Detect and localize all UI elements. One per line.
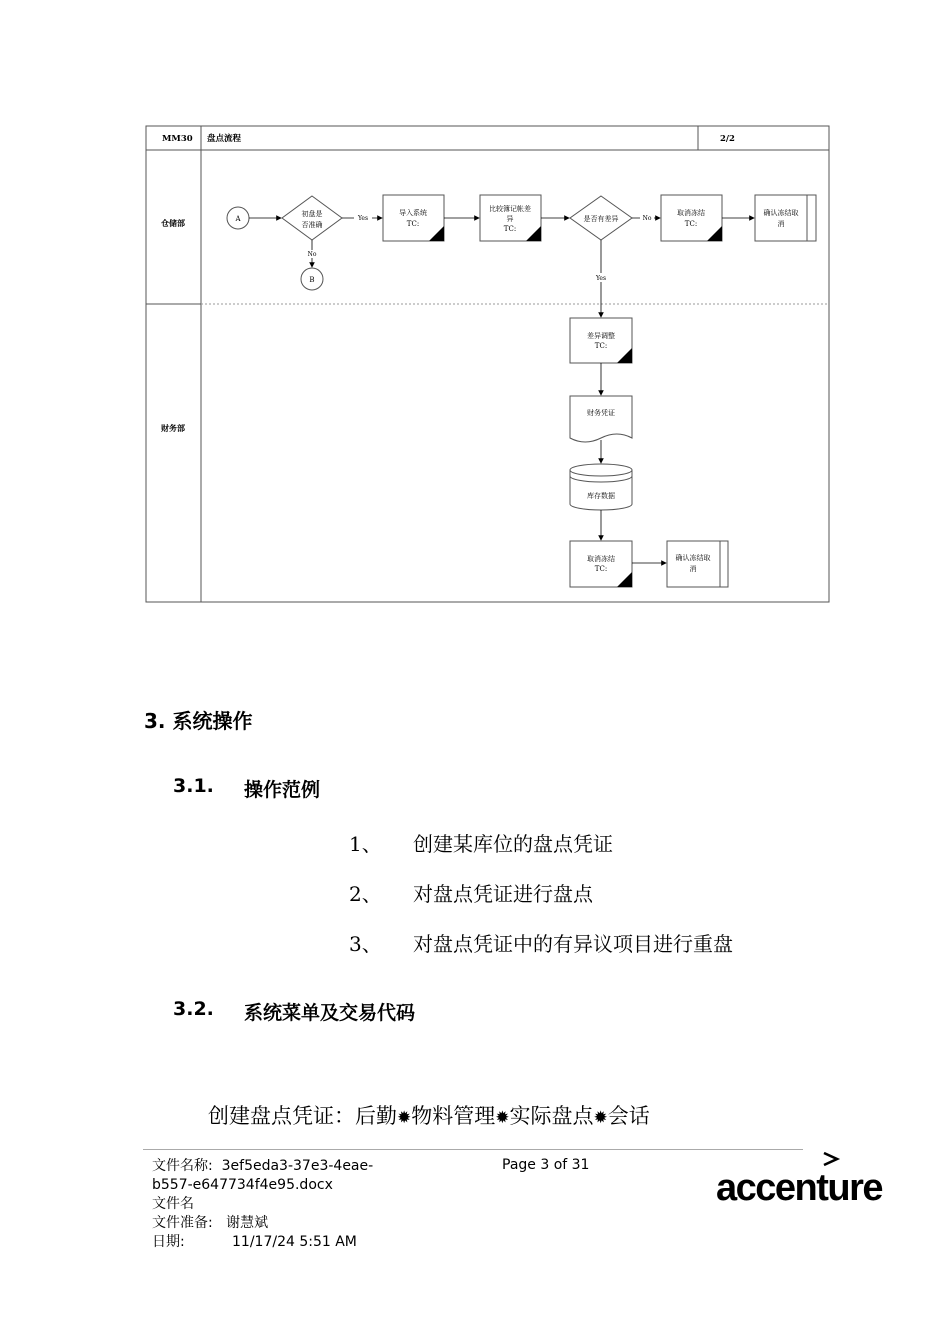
list-item-2-text: 对盘点凭证进行盘点 xyxy=(413,882,593,906)
file-name-value-cont: b557-e647734f4e95.docx xyxy=(152,1177,333,1193)
separator-icon: ✹ xyxy=(397,1108,412,1128)
label-no-1: No xyxy=(307,251,317,258)
svg-text:财务凭证: 财务凭证 xyxy=(587,409,615,417)
process-cancel-freeze-top xyxy=(661,195,722,241)
section-3-2-number: 3.2. xyxy=(173,998,214,1020)
svg-text:是否有差异: 是否有差异 xyxy=(583,215,619,223)
flowchart-title: 盘点流程 xyxy=(207,134,242,144)
page-number: Page 3 of 31 xyxy=(502,1157,590,1173)
svg-text:差异调整: 差异调整 xyxy=(587,332,615,340)
svg-text:TC:: TC: xyxy=(684,220,698,228)
label-yes-1: Yes xyxy=(357,215,369,222)
flowchart-code: MM30 xyxy=(162,134,193,144)
accenture-logo xyxy=(712,1148,902,1212)
list-item-3-text: 对盘点凭证中的有异议项目进行重盘 xyxy=(413,932,733,956)
footer-divider xyxy=(143,1149,803,1150)
menu-step-4: 会话 xyxy=(607,1104,650,1128)
svg-text:确认冻结取: 确认冻结取 xyxy=(675,554,711,562)
lane-label-finance: 财务部 xyxy=(161,423,185,433)
svg-text:B: B xyxy=(309,276,315,284)
svg-text:初盘是: 初盘是 xyxy=(301,210,323,218)
flowchart-page: 2/2 xyxy=(720,134,735,144)
svg-text:消: 消 xyxy=(777,220,785,228)
label-yes-2: Yes xyxy=(595,275,607,282)
svg-text:消: 消 xyxy=(689,565,697,573)
prepared-label: 文件准备: xyxy=(152,1215,213,1231)
label-no-2: No xyxy=(642,215,652,222)
svg-text:确认冻结取: 确认冻结取 xyxy=(763,209,799,217)
list-item-3-number: 3、 xyxy=(349,932,382,956)
list-item-2-number: 2、 xyxy=(349,882,382,906)
svg-text:TC:: TC: xyxy=(503,225,517,233)
menu-path xyxy=(208,1100,650,1130)
menu-step-3: 实际盘点 xyxy=(509,1104,594,1128)
svg-text:取消冻结: 取消冻结 xyxy=(587,555,615,563)
process-difference-adjust xyxy=(570,318,632,363)
svg-text:比较簿记帐差: 比较簿记帐差 xyxy=(489,205,531,213)
svg-text:取消冻结: 取消冻结 xyxy=(677,209,705,217)
section-3-2-title: 系统菜单及交易代码 xyxy=(244,1002,416,1024)
list-item-1-number: 1、 xyxy=(349,832,382,856)
file-label: 文件名 xyxy=(152,1196,194,1212)
separator-icon: ✹ xyxy=(495,1108,510,1128)
process-flowchart xyxy=(0,0,950,620)
process-cancel-freeze-bottom xyxy=(570,541,632,587)
footer-info xyxy=(152,1157,492,1252)
section-3-1-title: 操作范例 xyxy=(244,779,321,801)
date-label: 日期: xyxy=(152,1234,185,1250)
svg-text:A: A xyxy=(235,215,241,223)
svg-text:TC:: TC: xyxy=(406,220,420,228)
prepared-value: 谢慧斌 xyxy=(226,1215,269,1231)
menu-path-label: 创建盘点凭证： xyxy=(208,1104,355,1128)
file-name-value: 3ef5eda3-37e3-4eae- xyxy=(221,1158,374,1174)
svg-text:TC:: TC: xyxy=(594,565,608,573)
process-confirm-cancel-bottom xyxy=(667,541,728,587)
svg-text:导入系统: 导入系统 xyxy=(399,209,427,217)
list-item-1-text: 创建某库位的盘点凭证 xyxy=(413,832,613,856)
section-3-title: 3. 系统操作 xyxy=(144,709,253,733)
lane-label-warehouse: 仓储部 xyxy=(161,218,185,228)
menu-step-1: 后勤 xyxy=(355,1104,397,1128)
svg-text:否准确: 否准确 xyxy=(301,221,323,229)
separator-icon: ✹ xyxy=(593,1108,608,1128)
svg-text:异: 异 xyxy=(506,215,514,223)
logo-wordmark: accenture xyxy=(716,1167,883,1209)
file-name-label: 文件名称: xyxy=(152,1158,213,1174)
process-import-system xyxy=(383,195,444,241)
document-financial-voucher xyxy=(570,396,632,442)
date-value: 11/17/24 5:51 AM xyxy=(232,1234,357,1250)
svg-text:TC:: TC: xyxy=(594,342,608,350)
menu-step-2: 物料管理 xyxy=(411,1104,496,1128)
section-3-1-number: 3.1. xyxy=(173,775,214,797)
svg-text:库存数据: 库存数据 xyxy=(587,492,615,500)
decision-check-accurate xyxy=(282,196,342,240)
